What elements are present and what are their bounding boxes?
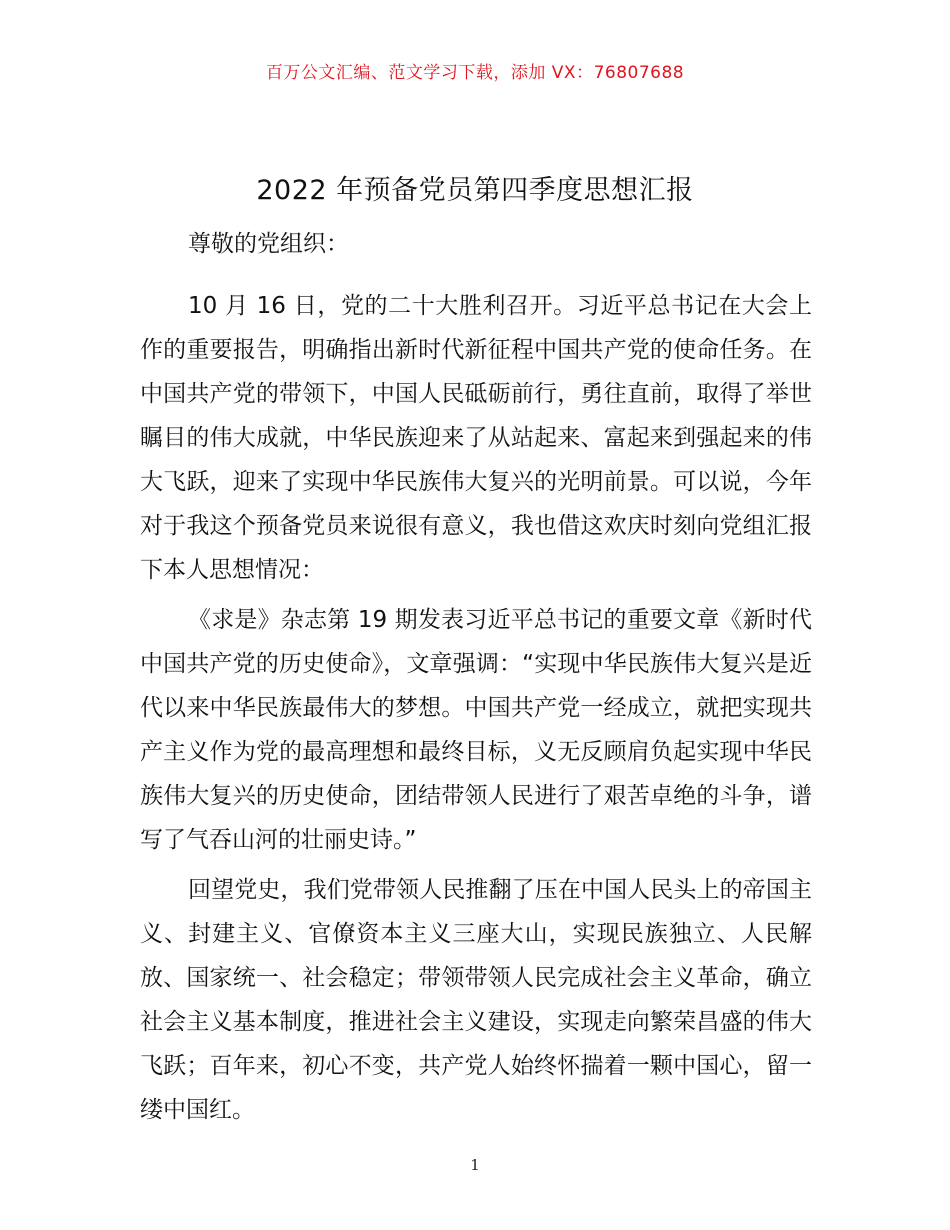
header-watermark-note: 百万公文汇编、范文学习下载，添加 VX：76807688 [265,63,685,83]
body-paragraph-1: 10 月 16 日，党的二十大胜利召开。习近平总书记在大会上作的重要报告，明确指出新时代新征程中国共产党的使命任务。在中国共产党的带领下，中国人民砥砺前行，勇往直前，取得了举世瞩目的伟大成就，中华民族迎来了从站起来、富起来到强起来的伟大飞跃，迎来了实现中华民族伟大复兴的光明前景。可以说，今年对于我这个预备党员来说很有意义，我也借这欢庆时刻向党组汇报下本人思想情况： [140,293,812,583]
document-body [140,222,812,1138]
body-paragraph-3: 回望党史，我们党带领人民推翻了压在中国人民头上的帝国主义、封建主义、官僚资本主义三座大山，实现民族独立、人民解放、国家统一、社会稳定；带领带领人民完成社会主义革命，确立社会主义基本制度，推进社会主义建设，实现走向繁荣昌盛的伟大飞跃；百年来，初心不变，共产党人始终怀揣着一颗中国心，留一缕中国红。 [140,877,812,1123]
page-number: 1 [470,1156,480,1174]
document-title: 2022 年预备党员第四季度思想汇报 [256,175,694,206]
body-paragraph-2: 《求是》杂志第 19 期发表习近平总书记的重要文章《新时代中国共产党的历史使命》，文章强调：“实现中华民族伟大复兴是近代以来中华民族最伟大的梦想。中国共产党一经成立，就把实现共产主义作为党的最高理想和最终目标，义无反顾肩负起实现中华民族伟大复兴的历史使命，团结带领人民进行了艰苦卓绝的斗争，谱写了气吞山河的壮丽史诗。” [140,607,812,853]
salutation: 尊敬的党组织： [188,231,349,257]
